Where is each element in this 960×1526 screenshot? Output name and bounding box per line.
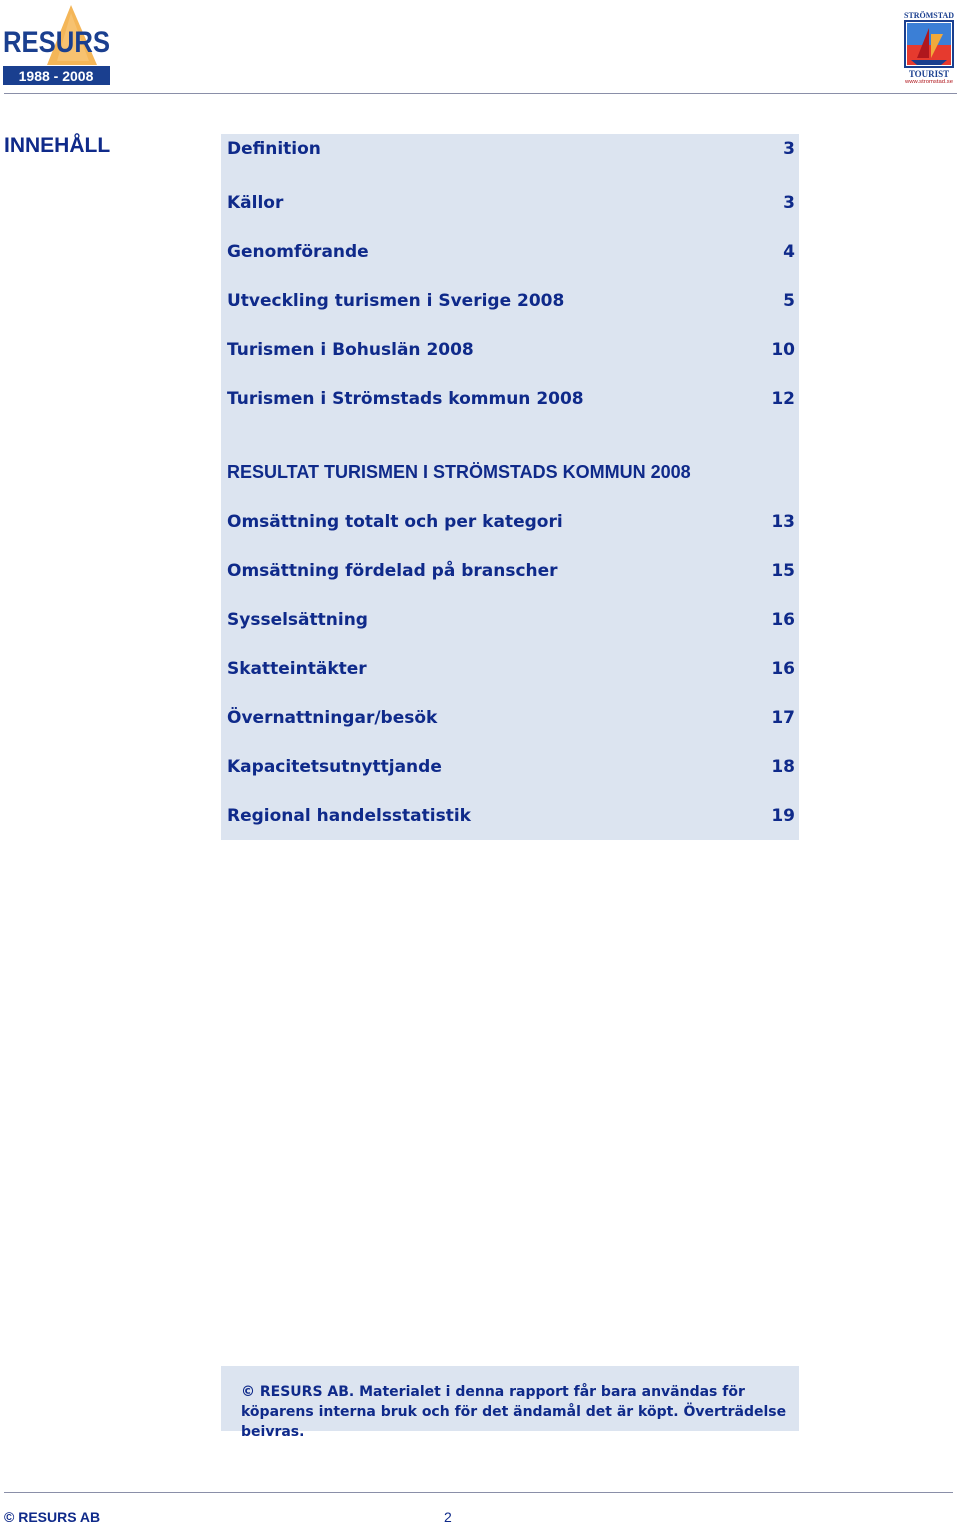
- toc-item-title: Skatteintäkter: [227, 659, 367, 679]
- toc-item-title: Genomförande: [227, 242, 369, 262]
- toc-item-page: 12: [771, 389, 795, 409]
- toc-section-title: RESULTAT TURISMEN I STRÖMSTADS KOMMUN 2008: [227, 462, 691, 482]
- toc-item-page: 13: [771, 512, 795, 532]
- toc-item-title: Omsättning fördelad på branscher: [227, 561, 558, 581]
- toc-item-title: Turismen i Strömstads kommun 2008: [227, 389, 584, 409]
- toc-panel: [221, 134, 799, 840]
- footer-divider: [4, 1492, 953, 1493]
- toc-item-page: 16: [771, 659, 795, 679]
- toc-item-page: 15: [771, 561, 795, 581]
- toc-item[interactable]: [227, 610, 795, 632]
- toc-item-page: 3: [783, 139, 795, 159]
- resurs-logo-name: RESURS: [3, 26, 110, 59]
- toc-item-title: Omsättning totalt och per kategori: [227, 512, 563, 532]
- toc-item-page: 5: [783, 291, 795, 311]
- toc-item-title: Utveckling turismen i Sverige 2008: [227, 291, 565, 311]
- toc-item[interactable]: [227, 242, 795, 264]
- toc-item-page: 17: [771, 708, 795, 728]
- toc-item[interactable]: [227, 139, 795, 161]
- toc-item-title: Övernattningar/besök: [227, 708, 438, 728]
- toc-item[interactable]: [227, 561, 795, 583]
- header-divider: [4, 93, 957, 94]
- toc-item-title: Sysselsättning: [227, 610, 368, 630]
- toc-item-page: 19: [771, 806, 795, 826]
- footer-copyright: © RESURS AB: [4, 1509, 101, 1525]
- toc-item[interactable]: [227, 340, 795, 362]
- toc-item-page: 3: [783, 193, 795, 213]
- toc-item[interactable]: [227, 757, 795, 779]
- toc-item-page: 18: [771, 757, 795, 777]
- toc-item[interactable]: [227, 512, 795, 534]
- copyright-notice: [221, 1366, 799, 1440]
- toc-item[interactable]: [227, 389, 795, 411]
- toc-item[interactable]: [227, 291, 795, 313]
- toc-item-title: Källor: [227, 193, 284, 213]
- stromstad-logo-url: www.stromstad.se: [905, 79, 954, 85]
- toc-heading: INNEHÅLL: [4, 134, 111, 157]
- stromstad-logo-bottom: TOURIST: [908, 69, 950, 79]
- page-number: 2: [444, 1509, 452, 1525]
- toc-item-page: 10: [771, 340, 795, 360]
- resurs-logo-years: 1988 - 2008: [18, 68, 94, 84]
- stromstad-logo-top: STRÖMSTAD: [904, 11, 955, 20]
- toc-item-page: 16: [771, 610, 795, 630]
- toc-item-title: Regional handelsstatistik: [227, 806, 471, 826]
- toc-item[interactable]: [227, 193, 795, 215]
- toc-item-title: Kapacitetsutnyttjande: [227, 757, 442, 777]
- stromstad-tourist-logo: [903, 10, 955, 84]
- resurs-logo: [3, 3, 111, 85]
- toc-item-page: 4: [783, 242, 795, 262]
- toc-item[interactable]: [227, 708, 795, 730]
- toc-item-title: Definition: [227, 139, 321, 159]
- toc-item[interactable]: [227, 659, 795, 681]
- toc-item-title: Turismen i Bohuslän 2008: [227, 340, 474, 360]
- toc-item[interactable]: [227, 806, 795, 828]
- copyright-text: © RESURS AB. Materialet i denna rapport får bara användas för köparens interna bruk och för det ändamål det är köpt. Överträdelse beivras.: [241, 1384, 787, 1440]
